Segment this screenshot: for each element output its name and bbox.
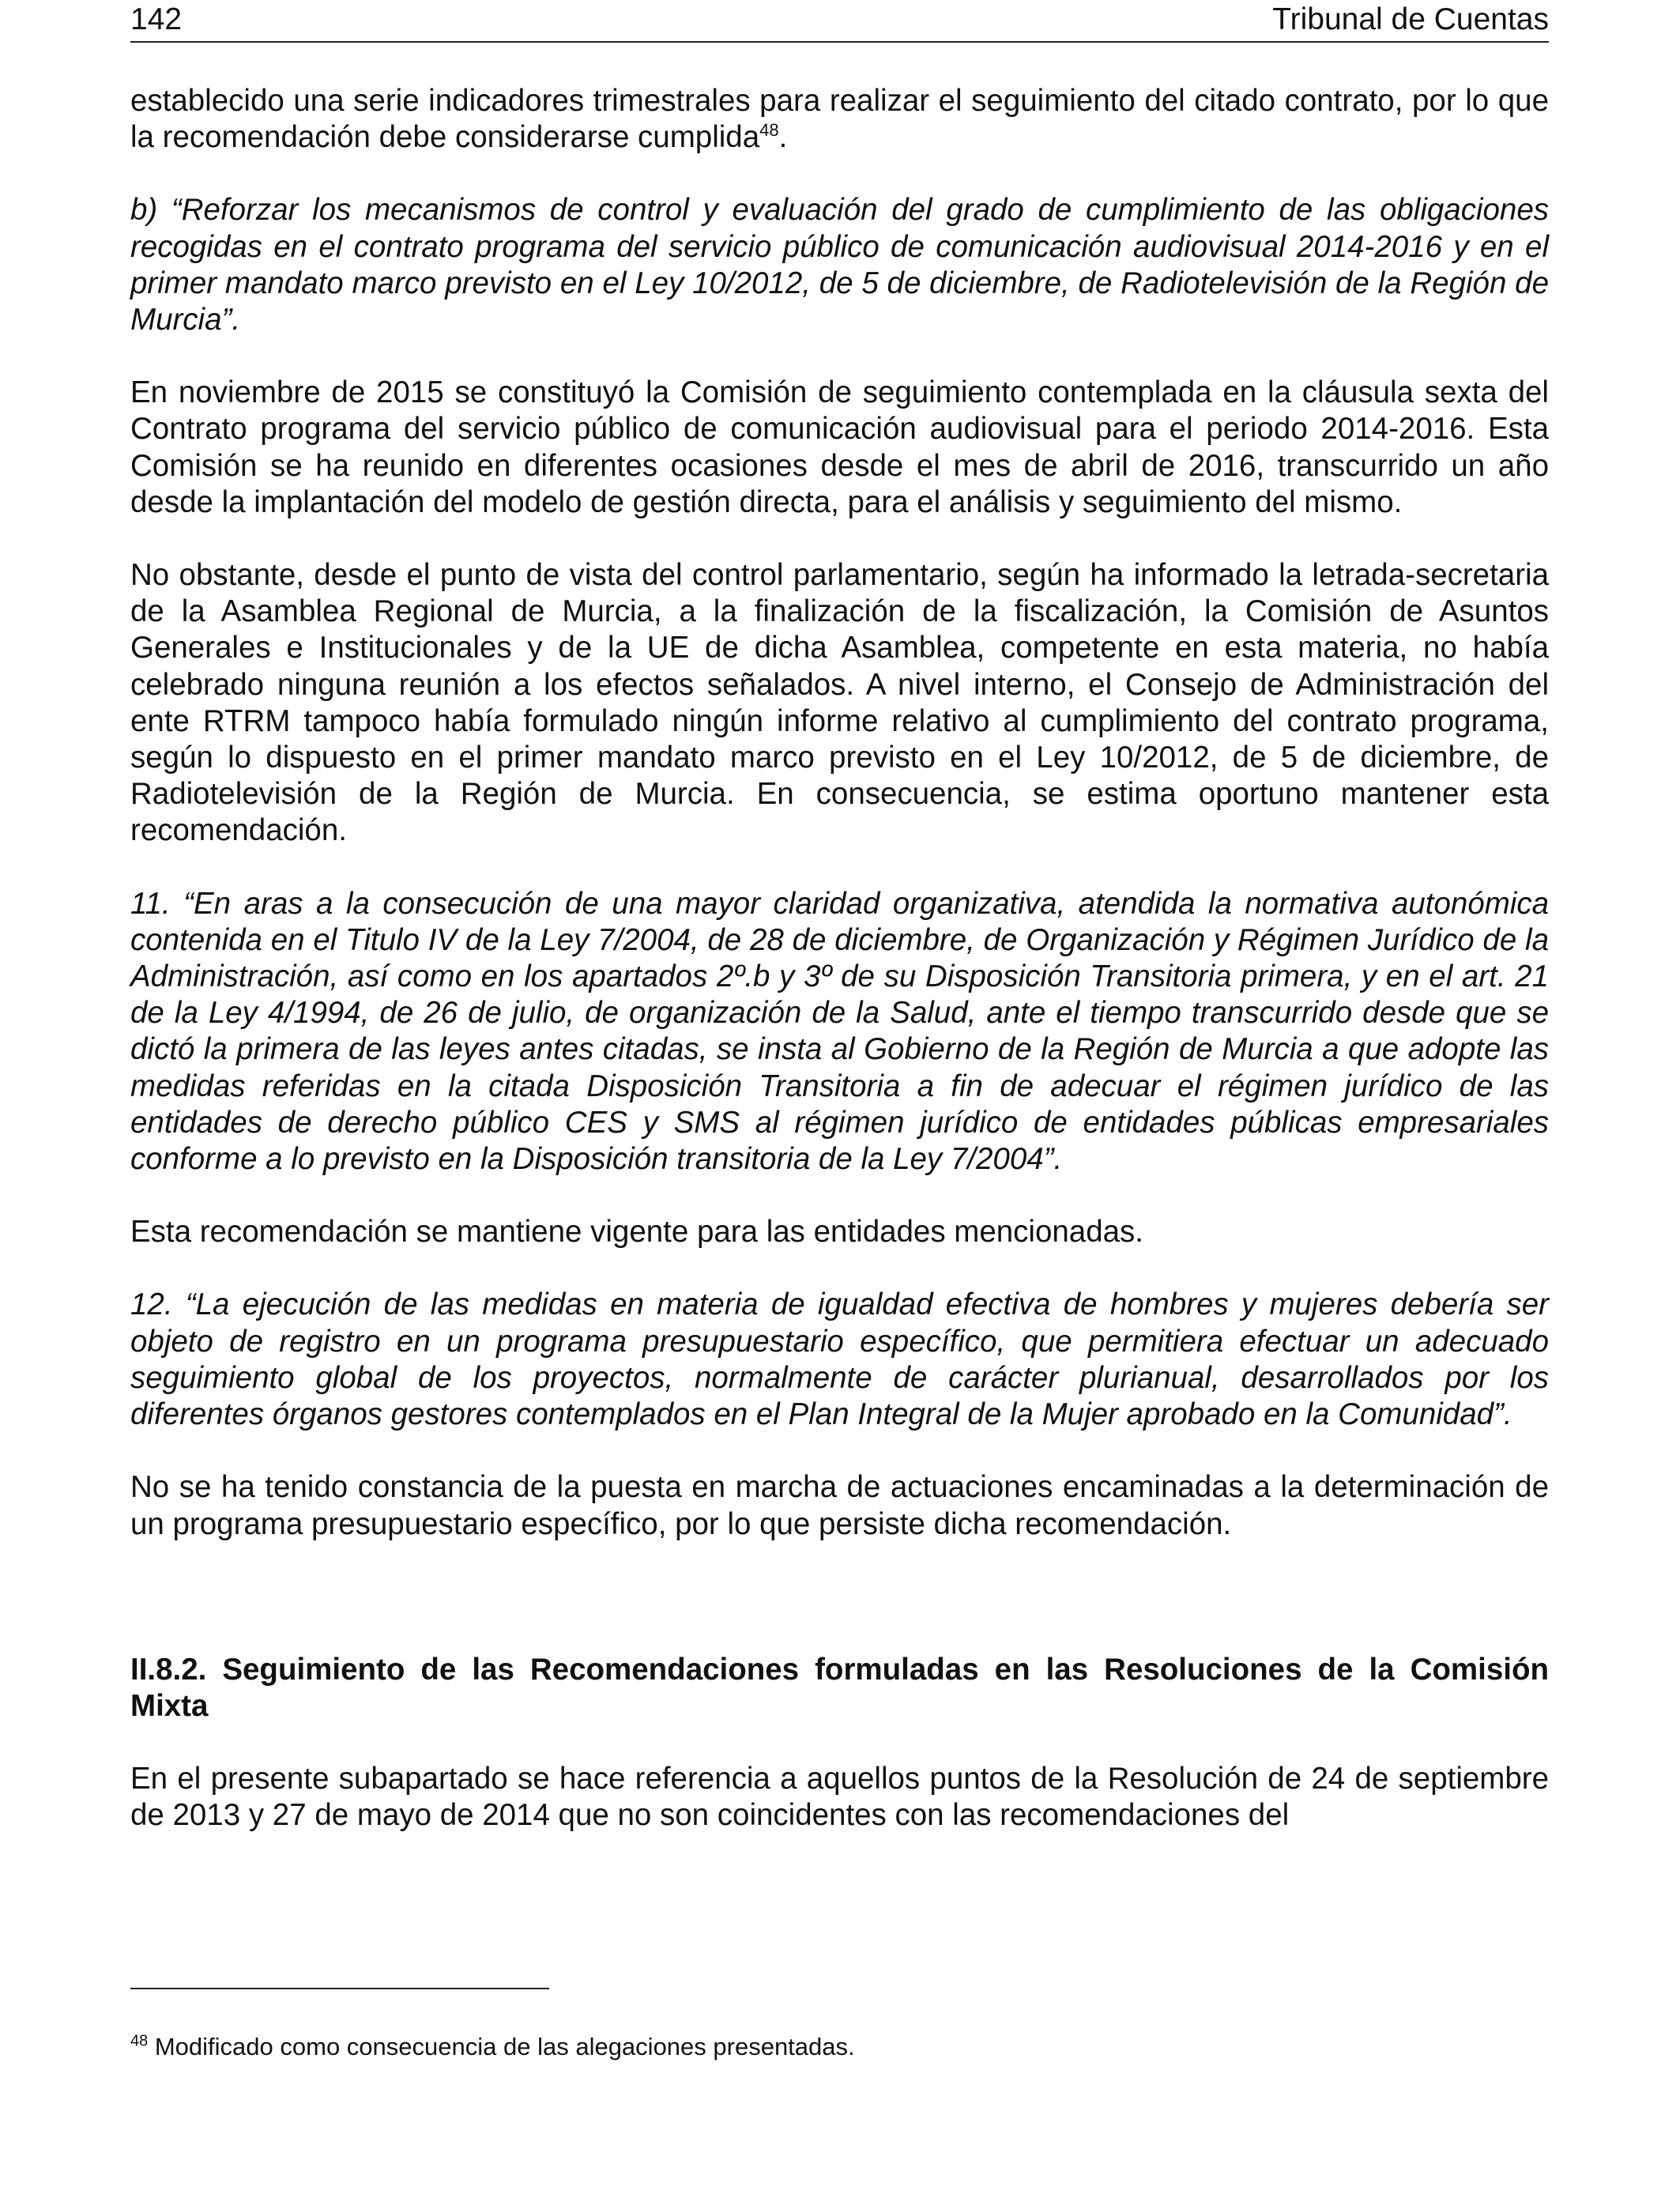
paragraph-subapartado: En el presente subapartado se hace referencia a aquellos puntos de la Resolución de 24 de septiembre de 2013 y 27 de mayo de 2014 que no son coincidentes con las recomendaciones del xyxy=(130,1762,1549,1833)
recommendation-11: 11. “En aras a la consecución de una mayor claridad organizativa, atendida la normativa autonómica contenida en el Titulo IV de la Ley 7/2004, de 28 de diciembre, de Organización y Régimen Jurídico de la Administración, así como en los apartados 2º.b y 3º de su Disposición Transitoria primera, y en el art. 21 de la Ley 4/1994, de 26 de julio, de organización de la Salud, ante el tiempo transcurrido desde que se dictó la primera de las leyes antes citadas, se insta al Gobierno de la Región de Murcia a que adopte las medidas referidas en la citada Disposición Transitoria a fin de adecuar el régimen jurídico de las entidades de derecho público CES y SMS al régimen jurídico de entidades públicas empresariales conforme a lo previsto en la Disposición transitoria de la Ley 7/2004”. xyxy=(130,886,1549,1177)
recommendation-b: b) “Reforzar los mecanismos de control y evaluación del grado de cumplimiento de las obligaciones recogidas en el contrato programa del servicio público de comunicación audiovisual 2014-2016 y en el primer mandato marco previsto en el Ley 10/2012, de 5 de diciembre, de Radiotelevisión de la Región de Murcia”. xyxy=(130,193,1549,337)
paragraph-vigente: Esta recomendación se mantiene vigente para las entidades mencionadas. xyxy=(130,1215,1143,1250)
paragraph-intro-text: establecido una serie indicadores trimestrales para realizar el seguimiento del citado contrato, por lo que la recomendación debe considerarse cumplida xyxy=(130,84,1549,155)
footnote-reference[interactable]: 48 xyxy=(759,120,779,141)
page-number: 142 xyxy=(130,2,183,36)
recommendation-12: 12. “La ejecución de las medidas en materia de igualdad efectiva de hombres y mujeres debería ser objeto de registro en un programa presupuestario específico, que permitiera efectuar un adecuado seguimiento global de los proyectos, normalmente de carácter plurianual, desarrollados por los diferentes órganos gestores contemplados en el Plan Integral de la Mujer aprobado en la Comunidad”. xyxy=(130,1287,1549,1432)
footnote-text: Modificado como consecuencia de las alegaciones presentadas. xyxy=(148,2033,855,2060)
paragraph-intro xyxy=(130,83,1549,156)
footnote-number: 48 xyxy=(130,2032,149,2050)
paragraph-intro-end: . xyxy=(778,120,788,155)
footnote-divider xyxy=(130,1988,549,1989)
running-title: Tribunal de Cuentas xyxy=(1272,2,1549,36)
page-header xyxy=(130,0,1549,43)
body-text xyxy=(130,83,1549,1834)
footnote xyxy=(130,2031,855,2063)
paragraph-persiste: No se ha tenido constancia de la puesta en marcha de actuaciones encaminadas a la determinación de un programa presupuestario específico, por lo que persiste dicha recomendación. xyxy=(130,1470,1549,1541)
paragraph-comision-seguimiento: En noviembre de 2015 se constituyó la Comisión de seguimiento contemplada en la cláusula sexta del Contrato programa del servicio público de comunicación audiovisual para el periodo 2014-2016. Esta Comisión se ha reunido en diferentes ocasiones desde el mes de abril de 2016, transcurrido un año desde la implantación del modelo de gestión directa, para el análisis y seguimiento del mismo. xyxy=(130,375,1549,519)
section-heading: II.8.2. Seguimiento de las Recomendaciones formuladas en las Resoluciones de la Comisión Mixta xyxy=(130,1652,1549,1723)
paragraph-control-parlamentario: No obstante, desde el punto de vista del control parlamentario, según ha informado la letrada-secretaria de la Asamblea Regional de Murcia, a la finalización de la fiscalización, la Comisión de Asuntos Generales e Institucionales y de la UE de dicha Asamblea, competente en esta materia, no había celebrado ninguna reunión a los efectos señalados. A nivel interno, el Consejo de Administración del ente RTRM tampoco había formulado ningún informe relativo al cumplimiento del contrato programa, según lo dispuesto en el primer mandato marco previsto en el Ley 10/2012, de 5 de diciembre, de Radiotelevisión de la Región de Murcia. En consecuencia, se estima oportuno mantener esta recomendación. xyxy=(130,558,1549,848)
